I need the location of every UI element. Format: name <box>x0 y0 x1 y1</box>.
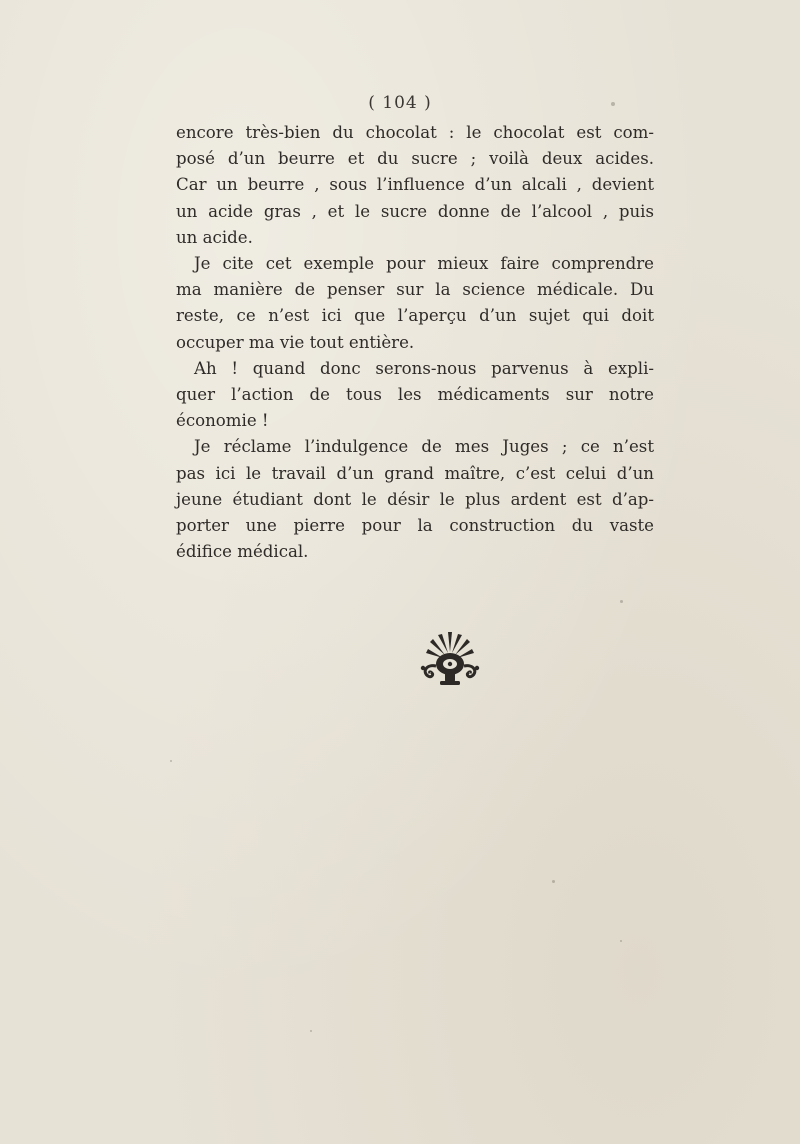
text-line: un acide. <box>176 227 253 247</box>
paper-speck <box>170 760 172 762</box>
text-line: un acide gras , et le sucre donne de l’alcool , puis <box>176 201 654 221</box>
text-line: Je cite cet exemple pour mieux faire comprendre <box>194 254 654 274</box>
text-line: porter une pierre pour la construction du vaste <box>176 516 654 536</box>
text-line: Ah ! quand donc serons-nous parvenus à expli- <box>194 358 654 378</box>
paper-speck <box>611 102 615 106</box>
body-text <box>176 120 654 565</box>
text-line: reste, ce n’est ici que l’aperçu d’un sujet qui doit <box>176 306 654 326</box>
paper-speck <box>310 1030 312 1032</box>
paper-speck <box>552 880 555 883</box>
text-line: pas ici le travail d’un grand maître, c’est celui d’un <box>176 463 654 483</box>
text-line: occuper ma vie tout entière. <box>176 332 415 352</box>
text-line: édifice médical. <box>176 542 309 562</box>
paper-speck <box>620 940 622 942</box>
text-line: économie ! <box>176 411 269 431</box>
text-line: jeune étudiant dont le désir le plus ardent est d’ap- <box>176 489 654 509</box>
text-line: Car un beurre , sous l’influence d’un alcali , devient <box>176 175 654 195</box>
paper-speck <box>620 600 623 603</box>
text-line: quer l’action de tous les médicaments sur notre <box>176 385 654 405</box>
page-number: ( 104 ) <box>368 93 432 113</box>
printer-fleuron-ornament-icon <box>418 626 482 688</box>
text-line: ma manière de penser sur la science médicale. Du <box>176 280 654 300</box>
text-line: Je réclame l’indulgence de mes Juges ; ce n’est <box>194 437 654 457</box>
text-line: encore très-bien du chocolat : le chocolat est com- <box>176 123 654 142</box>
text-line: posé d’un beurre et du sucre ; voilà deux acides. <box>176 149 654 169</box>
